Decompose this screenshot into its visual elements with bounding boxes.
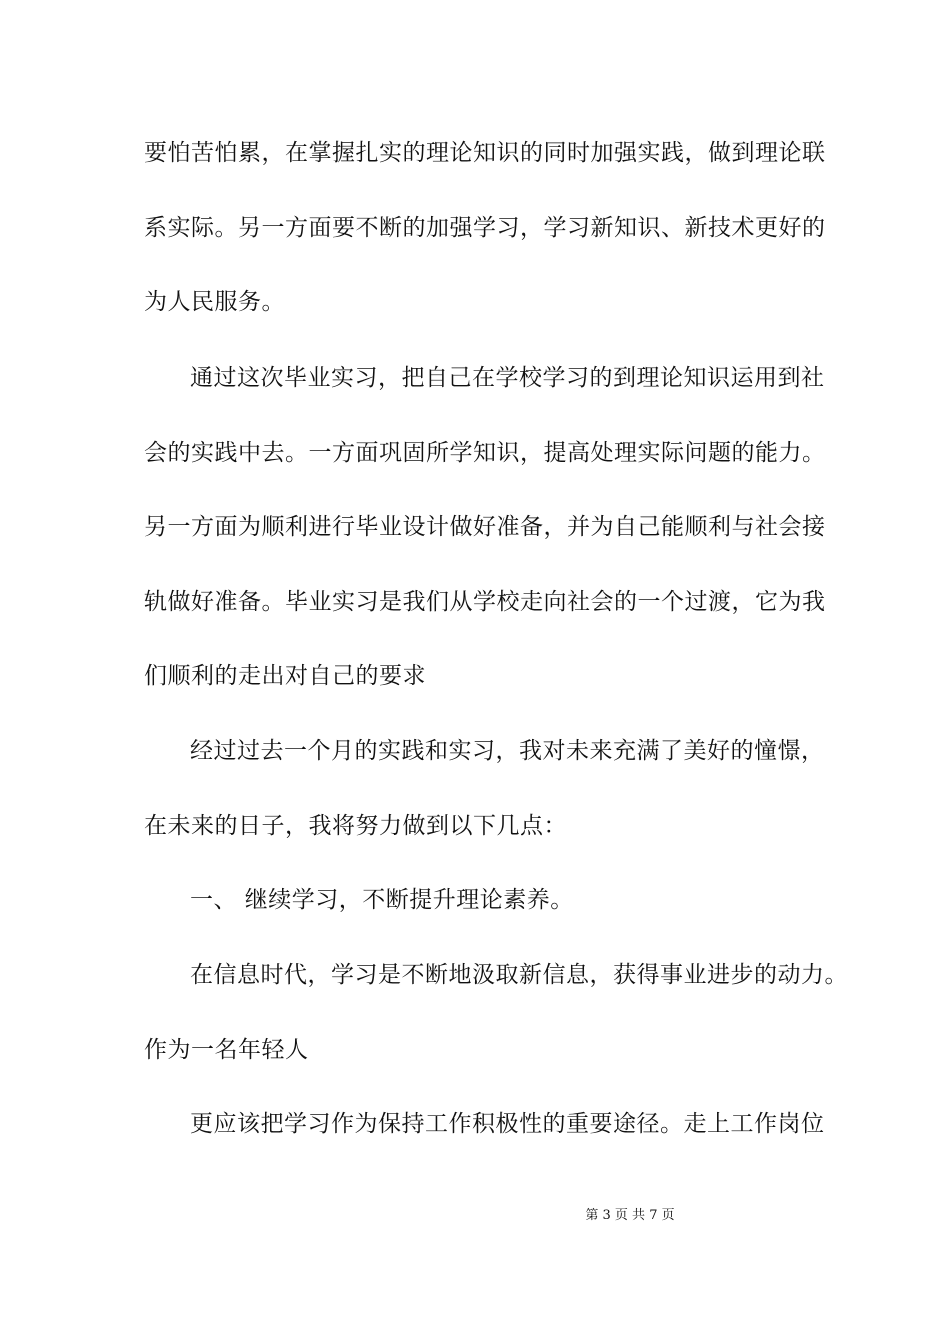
body-text-line: 另一方面为顺利进行毕业设计做好准备，并为自己能顺利与社会接	[144, 514, 826, 540]
body-text-line: 作为一名年轻人	[144, 1037, 309, 1063]
list-heading-line: 一、 继续学习，不断提升理论素养。	[190, 887, 574, 913]
body-text-line: 在未来的日子，我将努力做到以下几点：	[144, 813, 567, 839]
page-number: 第 3 页 共 7 页	[585, 1208, 675, 1223]
body-text-line: 要怕苦怕累，在掌握扎实的理论知识的同时加强实践，做到理论联	[144, 140, 826, 166]
body-text-line: 们顺利的走出对自己的要求	[144, 663, 426, 689]
body-text-line: 轨做好准备。毕业实习是我们从学校走向社会的一个过渡，它为我	[144, 589, 826, 615]
body-text-line: 更应该把学习作为保持工作积极性的重要途径。走上工作岗位	[190, 1111, 825, 1137]
body-text-line: 会的实践中去。一方面巩固所学知识，提高处理实际问题的能力。	[144, 440, 826, 466]
body-text-line: 经过过去一个月的实践和实习，我对未来充满了美好的憧憬，	[190, 738, 825, 764]
body-text-line: 系实际。另一方面要不断的加强学习，学习新知识、新技术更好的	[144, 215, 826, 241]
page-footer	[0, 1207, 950, 1225]
body-text-line: 为人民服务。	[144, 289, 285, 315]
body-text-line: 通过这次毕业实习，把自己在学校学习的到理论知识运用到社	[190, 365, 825, 391]
body-text-line: 在信息时代，学习是不断地汲取新信息，获得事业进步的动力。	[190, 962, 848, 988]
